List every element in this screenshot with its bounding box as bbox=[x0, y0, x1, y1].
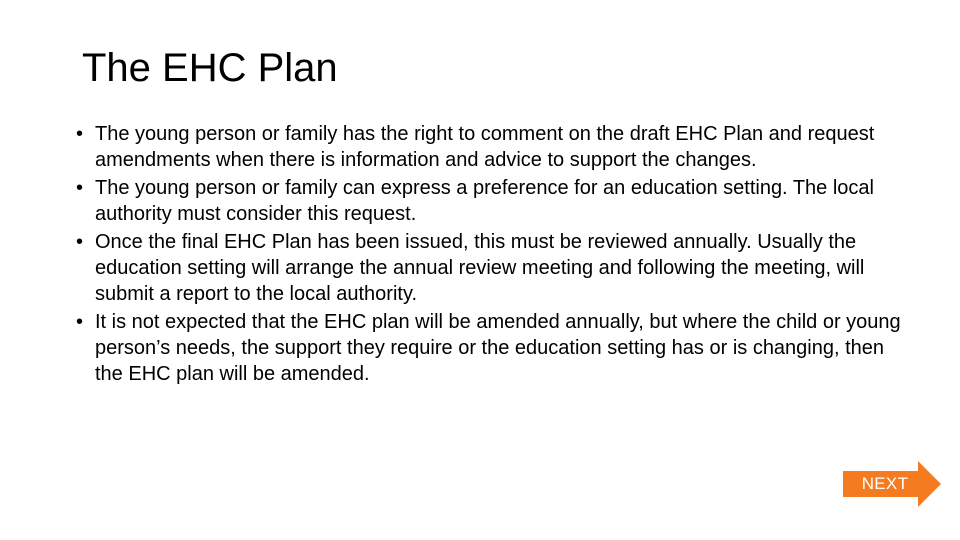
bullet-text: The young person or family has the right to comment on the draft EHC Plan and request amendments when there is information and advice to support the changes. bbox=[95, 123, 875, 171]
bullet-item bbox=[75, 175, 905, 227]
bullet-marker: • bbox=[76, 177, 84, 199]
bullet-marker: • bbox=[76, 231, 84, 253]
bullet-text: It is not expected that the EHC plan will be amended annually, but where the child or young person’s needs, the support they require or the education setting has or is changing, then the EHC plan will be amended. bbox=[95, 311, 901, 385]
bullet-marker: • bbox=[76, 123, 84, 145]
bullet-item bbox=[75, 229, 905, 307]
bullet-text: The young person or family can express a preference for an education setting. The local authority must consider this request. bbox=[95, 177, 874, 225]
slide-title: The EHC Plan bbox=[82, 46, 338, 90]
next-label: NEXT bbox=[861, 474, 909, 493]
bullet-text: Once the final EHC Plan has been issued, this must be reviewed annually. Usually the education setting will arrange the annual review meeting and following the meeting, will submit a report to the local authority. bbox=[95, 231, 865, 305]
bullet-item bbox=[75, 309, 905, 387]
bullet-list bbox=[75, 121, 905, 389]
next-button[interactable] bbox=[840, 460, 944, 508]
bullet-marker: • bbox=[76, 311, 84, 333]
bullet-item bbox=[75, 121, 905, 173]
